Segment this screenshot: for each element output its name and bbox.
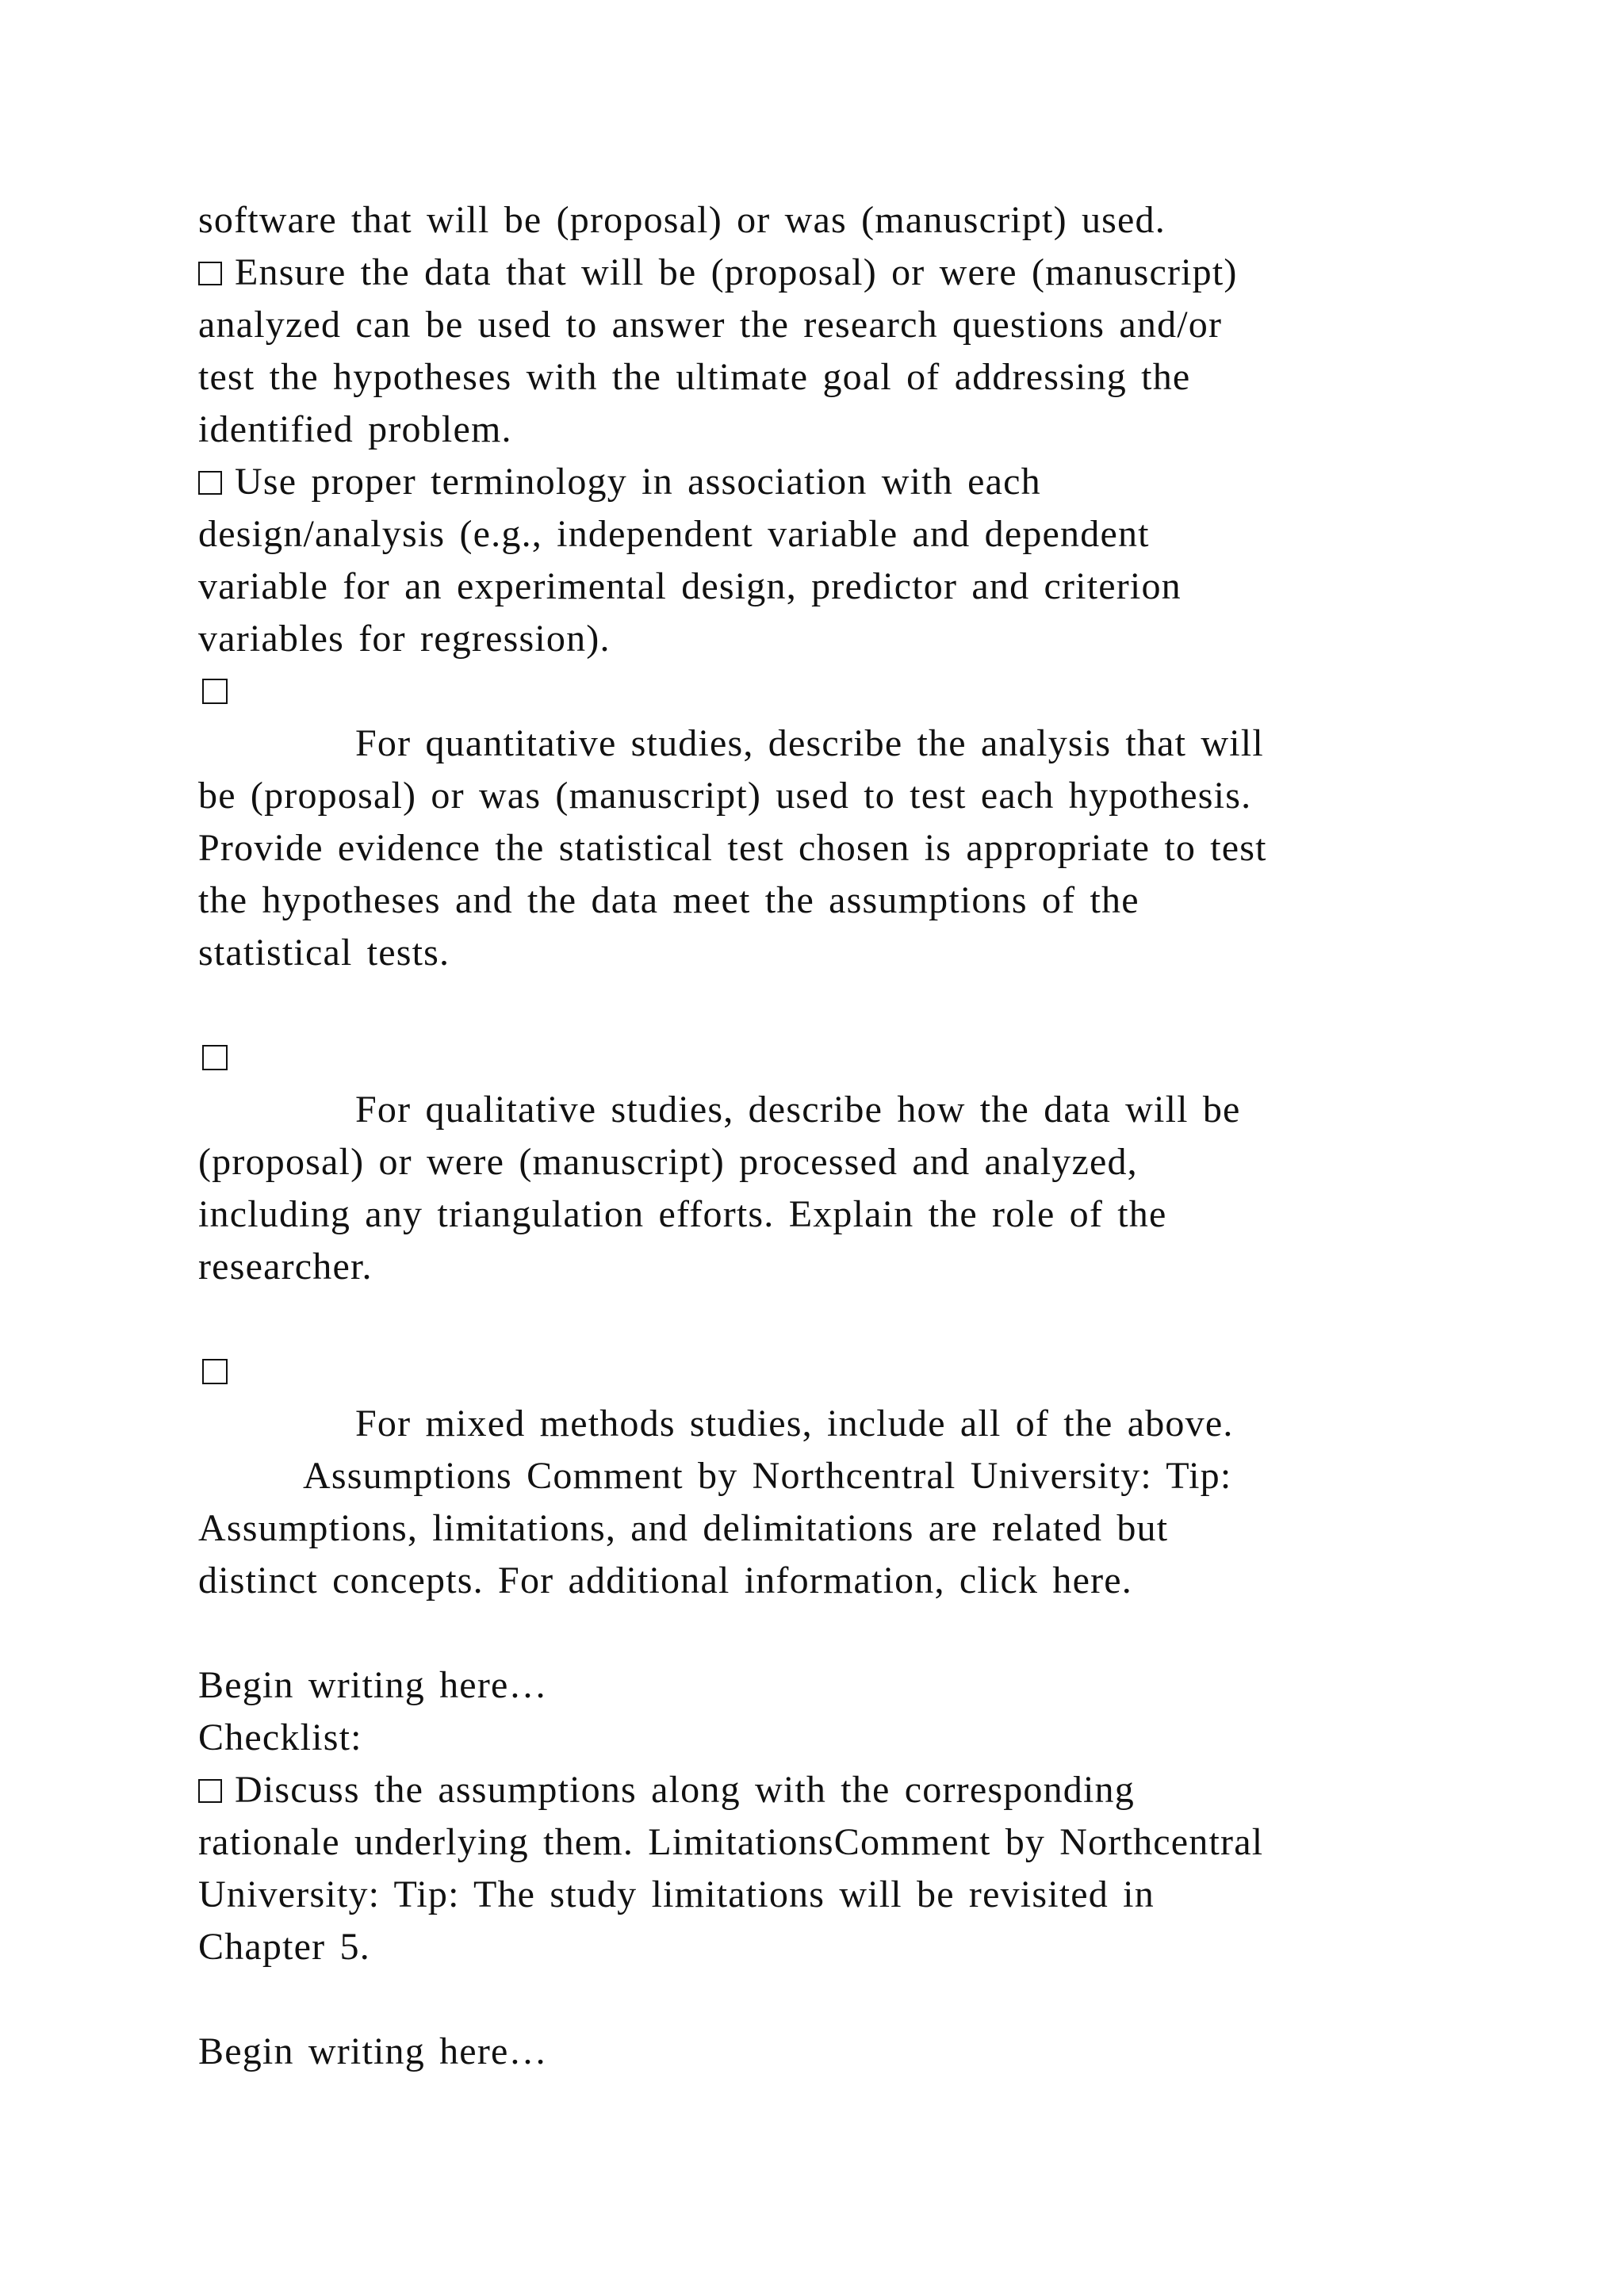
checkbox-icon[interactable] [202,1359,228,1384]
text-line: distinct concepts. For additional information, click here. [198,1559,1132,1601]
text-line: researcher. [198,1246,373,1288]
text-line: including any triangulation efforts. Explain the role of the [198,1193,1167,1235]
checkbox-icon[interactable] [202,679,228,704]
text-line: For mixed methods studies, include all of the above. [355,1402,1234,1445]
text-line: software that will be (proposal) or was (manuscript) used. [198,199,1166,241]
text-line: University: Tip: The study limitations will be revisited in [198,1873,1155,1915]
text-line: Discuss the assumptions along with the corresponding [235,1769,1135,1811]
checkbox-icon[interactable] [198,471,222,495]
text-line: statistical tests. [198,932,450,974]
text-line: the hypotheses and the data meet the assumptions of the [198,879,1139,921]
writing-placeholder[interactable]: Begin writing here… [198,2030,548,2072]
checkbox-icon[interactable] [198,262,222,285]
checklist-item-terminology [198,456,1041,508]
text-line: Ensure the data that will be (proposal) or were (manuscript) [235,251,1238,293]
checkbox-icon[interactable] [198,1779,222,1803]
section-heading-assumptions: Assumptions Comment by Northcentral University: Tip: [303,1455,1232,1497]
text-line: design/analysis (e.g., independent variable and dependent [198,513,1150,555]
text-line: Assumptions, limitations, and delimitations are related but [198,1507,1169,1549]
text-line: variable for an experimental design, predictor and criterion [198,565,1182,607]
text-line: analyzed can be used to answer the research questions and/or [198,304,1223,346]
checklist-item-assumptions [198,1764,1135,1816]
text-line: variables for regression). [198,618,611,660]
text-line: be (proposal) or was (manuscript) used to test each hypothesis. [198,775,1252,817]
text-line: For qualitative studies, describe how the data will be [355,1089,1241,1131]
text-line: For quantitative studies, describe the analysis that will [355,722,1264,764]
text-line: Provide evidence the statistical test chosen is appropriate to test [198,827,1267,869]
checkbox-icon[interactable] [202,1045,228,1070]
text-line: identified problem. [198,408,512,450]
checklist-item-ensure-data [198,247,1238,299]
checklist-heading: Checklist: [198,1716,362,1758]
text-line: Chapter 5. [198,1926,370,1968]
writing-placeholder[interactable]: Begin writing here… [198,1664,548,1706]
text-line: test the hypotheses with the ultimate goal of addressing the [198,356,1191,398]
text-line: Use proper terminology in association with each [235,461,1041,503]
text-line: (proposal) or were (manuscript) processed and analyzed, [198,1141,1138,1183]
text-line: rationale underlying them. LimitationsComment by Northcentral [198,1821,1264,1863]
